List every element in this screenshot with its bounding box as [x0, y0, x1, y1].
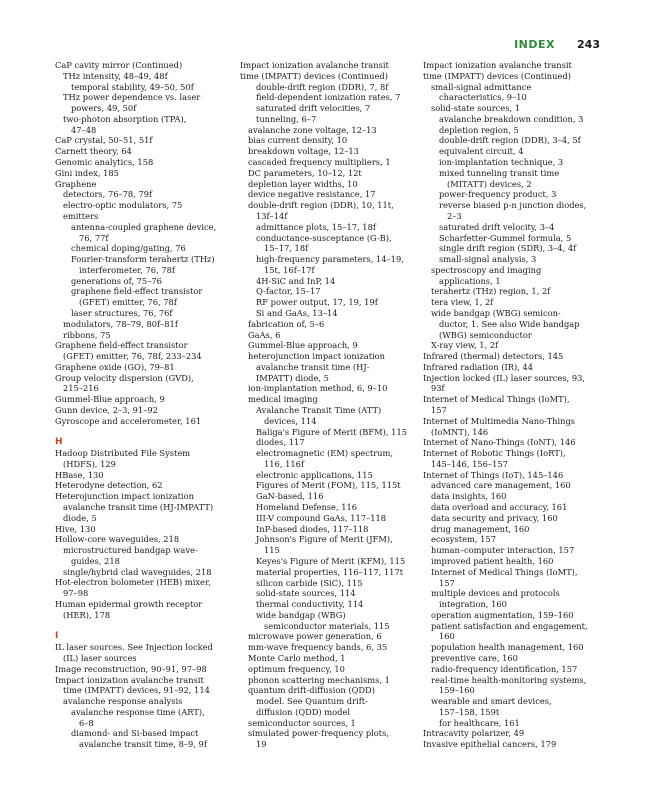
index-entry: CaP crystal, 50–51, 51f	[55, 135, 153, 146]
index-entry: diodes, 117	[256, 437, 305, 448]
index-entry: microwave power generation, 6	[248, 631, 382, 642]
index-entry: HBase, 130	[55, 469, 104, 480]
index-entry: radio-frequency identification, 157	[431, 663, 578, 674]
index-entry: solid-state sources, 1	[431, 103, 521, 114]
index-entry: Impact ionization avalanche transit	[55, 674, 204, 685]
index-entry: device negative resistance, 17	[248, 189, 376, 200]
index-entry: (IoMNT), 146	[431, 426, 489, 437]
index-entry: single/hybrid clad waveguides, 218	[63, 566, 212, 577]
index-entry: Gummel-Blue approach, 9	[248, 340, 358, 351]
index-entry: improved patient health, 160	[431, 555, 554, 566]
index-entry: (GFET) emitter, 76, 78f, 233–234	[63, 351, 202, 362]
index-entry: drug management, 160	[431, 523, 530, 534]
index-entry: detectors, 76–78, 79f	[63, 189, 153, 200]
index-entry: 157	[431, 405, 447, 415]
index-entry: (GFET) emitter, 76, 78f	[79, 297, 177, 308]
index-entry: Avalanche Transit Time (ATT)	[256, 405, 382, 415]
index-entry: 145–146, 156–157	[431, 458, 508, 469]
index-entry: (WBG) semiconductor	[439, 329, 532, 340]
index-column-2	[240, 60, 412, 750]
index-entry: Invasive epithelial cancers, 179	[423, 739, 557, 750]
index-entry: IMPATT) diode, 5	[256, 372, 329, 383]
index-entry: semiconductor sources, 1	[248, 717, 356, 728]
index-entry: Internet of Medical Things (IoMT),	[423, 394, 570, 405]
index-entry: saturated drift velocities, 7	[256, 103, 371, 114]
index-entry: 6–8	[79, 717, 94, 728]
index-entry: operation augmentation, 159–160	[431, 609, 574, 620]
index-entry: III-V compound GaAs, 117–118	[256, 512, 387, 523]
index-entry: avalanche transit time (HJ-IMPATT)	[63, 502, 214, 513]
index-entry: DC parameters, 10–12, 12t	[248, 167, 362, 178]
index-entry: 19	[256, 739, 267, 750]
index-entry: (HDFS), 129	[63, 458, 116, 469]
index-entry: diamond- and Si-based impact	[71, 728, 199, 739]
index-entry: mixed tunneling transit time	[439, 167, 560, 178]
index-entry: wide bandgap (WBG)	[256, 609, 346, 620]
index-entry: Internet of Nano-Things (IoNT), 146	[423, 437, 576, 448]
index-entry: guides, 218	[71, 555, 120, 566]
index-entry: 2–3	[447, 210, 462, 221]
index-entry: Graphene	[55, 178, 97, 189]
index-entry: advanced care management, 160	[431, 480, 571, 491]
index-entry: material properties, 116–117, 117t	[256, 566, 404, 577]
index-entry: antenna-coupled graphene device,	[71, 221, 217, 232]
index-entry: (HER), 178	[63, 609, 111, 620]
index-entry: characteristics, 9–10	[439, 92, 527, 103]
index-entry: Homeland Defense, 116	[256, 502, 358, 513]
running-header	[0, 33, 600, 49]
index-entry: interferometer, 76, 78f	[79, 264, 175, 275]
index-entry: Gunn device, 2–3, 91–92	[55, 405, 158, 415]
index-entry: InP-based diodes, 117–118	[256, 523, 369, 534]
index-entry: RF power output, 17, 19, 19f	[256, 297, 378, 308]
index-entry: GaN-based, 116	[256, 491, 324, 502]
index-entry: patient satisfaction and engagement,	[431, 620, 588, 631]
index-entry: Heterojunction impact ionization	[55, 491, 194, 502]
index-entry: (IL) laser sources	[63, 652, 137, 663]
index-entry: terahertz (THz) region, 1, 2f	[431, 286, 551, 297]
index-entry: 15t, 16f–17f	[264, 264, 315, 275]
index-entry: graphene field-effect transistor	[71, 286, 203, 297]
index-entry: medical imaging	[248, 394, 318, 405]
index-entry: double-drift region (DDR), 7, 8f	[256, 81, 389, 92]
index-entry: diode, 5	[63, 512, 97, 523]
index-entry: Impact ionization avalanche transit	[240, 60, 389, 70]
index-entry: Gummel-Blue approach, 9	[55, 394, 165, 405]
index-entry: THz power dependence vs. laser	[63, 92, 201, 103]
index-entry: 47–48	[71, 124, 97, 135]
index-entry: Keyes's Figure of Merit (KFM), 115	[256, 555, 406, 566]
index-entry: semiconductor materials, 115	[264, 620, 390, 631]
index-entry: field-dependent ionization rates, 7	[256, 92, 401, 103]
index-entry: CaP cavity mirror (Continued)	[55, 60, 183, 70]
index-entry: ecosystem, 157	[431, 534, 496, 545]
index-entry: Hot-electron bolometer (HEB) mixer,	[55, 577, 211, 588]
index-entry: 4H-SiC and InP, 14	[256, 275, 336, 286]
index-entry: double-drift region (DDR), 3–4, 5f	[439, 135, 581, 146]
index-entry: avalanche zone voltage, 12–13	[248, 124, 377, 135]
index-entry: equivalent circuit, 4	[439, 146, 524, 157]
index-entry: quantum drift-diffusion (QDD)	[248, 685, 375, 696]
index-entry: Gini index, 185	[55, 167, 119, 178]
index-entry: Infrared (thermal) detectors, 145	[423, 351, 564, 362]
index-entry: THz intensity, 48–49, 48f	[63, 70, 168, 81]
index-entry: avalanche transit time (HJ-	[256, 361, 370, 372]
index-entry: tera view, 1, 2f	[431, 297, 494, 308]
index-entry: Impact ionization avalanche transit	[423, 60, 572, 70]
index-entry: 93f	[431, 383, 445, 394]
index-entry: Human epidermal growth receptor	[55, 599, 203, 610]
index-entry: ribbons, 75	[63, 329, 111, 340]
index-entry: laser structures, 76, 76f	[71, 307, 173, 318]
index-entry: cascaded frequency multipliers, 1	[248, 157, 391, 168]
index-entry: Graphene field-effect transistor	[55, 340, 188, 351]
index-entry: fabrication of, 5–6	[248, 318, 325, 329]
page-number: 243	[577, 38, 600, 51]
index-entry: Infrared radiation (IR), 44	[423, 361, 534, 372]
index-entry: microstructured bandgap wave-	[63, 545, 198, 556]
index-entry: 15–17, 18f	[264, 243, 309, 254]
index-entry: simulated power-frequency plots,	[248, 728, 390, 739]
index-entry: breakdown voltage, 12–13	[248, 146, 359, 157]
index-entry: population health management, 160	[431, 642, 584, 653]
index-entry: electro-optic modulators, 75	[63, 200, 183, 211]
index-entry: real-time health-monitoring systems,	[431, 674, 587, 685]
index-column-1	[55, 60, 227, 750]
running-head-title: INDEX	[514, 38, 556, 51]
index-entry: generations of, 75–76	[71, 275, 162, 286]
index-entry: Intracavity polarizer, 49	[423, 728, 525, 739]
index-entry: time (IMPATT) devices (Continued)	[423, 70, 571, 81]
index-entry: electronic applications, 115	[256, 469, 373, 480]
index-entry: IL laser sources. See Injection locked	[55, 642, 213, 653]
index-entry: for healthcare, 161	[439, 717, 520, 728]
index-entry: Baliga's Figure of Merit (BFM), 115	[256, 426, 407, 437]
index-entry: 13f–14f	[256, 210, 288, 221]
index-entry: Hive, 130	[55, 523, 96, 534]
index-entry: integration, 160	[439, 599, 507, 610]
index-entry: avalanche transit time, 8–9, 9f	[79, 739, 207, 750]
index-entry: data insights, 160	[431, 491, 507, 502]
index-entry: time (IMPATT) devices, 91–92, 114	[63, 685, 210, 696]
index-entry: 160	[439, 631, 455, 642]
index-entry: ductor, 1. See also Wide bandgap	[439, 318, 580, 329]
index-entry: spectroscopy and imaging	[431, 264, 542, 275]
index-entry: thermal conductivity, 114	[256, 599, 364, 610]
index-entry: avalanche response time (ART),	[71, 706, 205, 717]
index-entry: 97–98	[63, 588, 89, 599]
index-entry: chemical doping/gating, 76	[71, 243, 186, 254]
index-entry: 116, 116f	[264, 458, 305, 469]
index-entry: 115	[264, 545, 280, 556]
index-entry: Hollow-core waveguides, 218	[55, 534, 180, 545]
index-entry: solid-state sources, 114	[256, 588, 356, 599]
index-entry: Internet of Multimedia Nano-Things	[423, 415, 576, 426]
index-entry: wide bandgap (WBG) semicon-	[431, 307, 561, 318]
index-entry: Scharfetter-Gummel formula, 5	[439, 232, 572, 243]
index-entry: depletion layer widths, 10	[248, 178, 358, 189]
index-entry: high-frequency parameters, 14–19,	[256, 254, 404, 265]
index-entry: temporal stability, 49–50, 50f	[71, 81, 194, 92]
index-entry: small-signal admittance	[431, 81, 532, 92]
index-entry: Figures of Merit (FOM), 115, 115t	[256, 480, 401, 491]
index-entry: Group velocity dispersion (GVD),	[55, 372, 194, 383]
index-entry: wearable and smart devices,	[431, 696, 552, 707]
index-entry: double-drift region (DDR), 10, 11t,	[248, 200, 394, 211]
index-entry: ion-implantation method, 6, 9–10	[248, 383, 388, 394]
index-entry: depletion region, 5	[439, 124, 519, 135]
index-entry: reverse biased p-n junction diodes,	[439, 200, 587, 211]
index-entry: power-frequency product, 3	[439, 189, 557, 200]
index-entry: multiple devices and protocols	[431, 588, 560, 599]
index-entry: 157	[439, 577, 455, 588]
index-entry: electromagnetic (EM) spectrum,	[256, 448, 394, 459]
section-letter: I	[55, 631, 59, 642]
index-entry: heterojunction impact ionization	[248, 351, 386, 362]
index-entry: 215–216	[63, 383, 99, 394]
index-entry: powers, 49, 50f	[71, 103, 137, 114]
index-entry: Injection locked (IL) laser sources, 93,	[423, 372, 586, 383]
index-entry: single drift region (SDR), 3–4, 4f	[439, 243, 577, 254]
index-entry: mm-wave frequency bands, 6, 35	[248, 642, 388, 653]
index-entry: Carnett theory, 64	[55, 146, 132, 157]
index-entry: bias current density, 10	[248, 135, 348, 146]
index-entry: Graphene oxide (GO), 79–81	[55, 361, 175, 372]
index-entry: tunneling, 6–7	[256, 113, 317, 124]
index-entry: (MITATT) devices, 2	[447, 178, 532, 189]
index-entry: human–computer interaction, 157	[431, 545, 575, 556]
index-entry: Monte Carlo method, 1	[248, 652, 346, 663]
index-entry: model. See Quantum drift-	[256, 696, 368, 707]
index-entry: X-ray view, 1, 2f	[431, 340, 499, 351]
index-entry: 157–158, 159t	[439, 706, 500, 717]
index-entry: Si and GaAs, 13–14	[256, 307, 338, 318]
index-entry: Gyroscope and accelerometer, 161	[55, 415, 202, 426]
index-entry: preventive care, 160	[431, 652, 518, 663]
index-entry: phonon scattering mechanisms, 1	[248, 674, 390, 685]
index-entry: time (IMPATT) devices (Continued)	[240, 70, 388, 81]
index-entry: emitters	[63, 210, 99, 221]
index-entry: saturated drift velocity, 3–4	[439, 221, 555, 232]
index-entry: Internet of Robotic Things (IoRT),	[423, 448, 566, 459]
index-entry: data overload and accuracy, 161	[431, 502, 568, 513]
index-entry: Q-factor, 15–17	[256, 286, 321, 297]
index-entry: Genomic analytics, 158	[55, 157, 154, 168]
index-entry: avalanche response analysis	[63, 696, 183, 707]
section-letter: H	[55, 437, 63, 448]
index-entry: optimum frequency, 10	[248, 663, 345, 674]
index-entry: Johnson's Figure of Merit (JFM),	[256, 534, 393, 545]
index-entry: two-photon absorption (TPA),	[63, 113, 187, 124]
index-entry: applications, 1	[439, 275, 501, 286]
index-entry: Fourier-transform terahertz (THz)	[71, 254, 215, 265]
index-entry: 159–160	[439, 685, 475, 696]
index-entry: data security and privacy, 160	[431, 512, 558, 523]
index-entry: admittance plots, 15–17, 18f	[256, 221, 376, 232]
index-entry: Image reconstruction, 90–91, 97–98	[55, 663, 207, 674]
index-entry: avalanche breakdown condition, 3	[439, 113, 584, 124]
index-entry: diffusion (QDD) model	[256, 706, 351, 717]
index-entry: GaAs, 6	[248, 329, 281, 340]
index-entry: devices, 114	[264, 415, 317, 426]
index-entry: ion-implantation technique, 3	[439, 157, 564, 168]
index-entry: small-signal analysis, 3	[439, 254, 537, 265]
index-entry: Internet of Medical Things (IoMT),	[431, 566, 578, 577]
index-entry: Heterodyne detection, 62	[55, 480, 163, 491]
index-entry: conductance-susceptance (G-B),	[256, 232, 392, 243]
index-entry: Internet of Things (IoT), 145–146	[423, 469, 564, 480]
index-entry: Hadoop Distributed File System	[55, 448, 191, 459]
index-entry: modulators, 78–79, 80f–81f	[63, 318, 178, 329]
index-entry: silicon carbide (SiC), 115	[256, 577, 363, 588]
index-column-3	[423, 60, 598, 750]
index-entry: 76, 77f	[79, 232, 109, 243]
